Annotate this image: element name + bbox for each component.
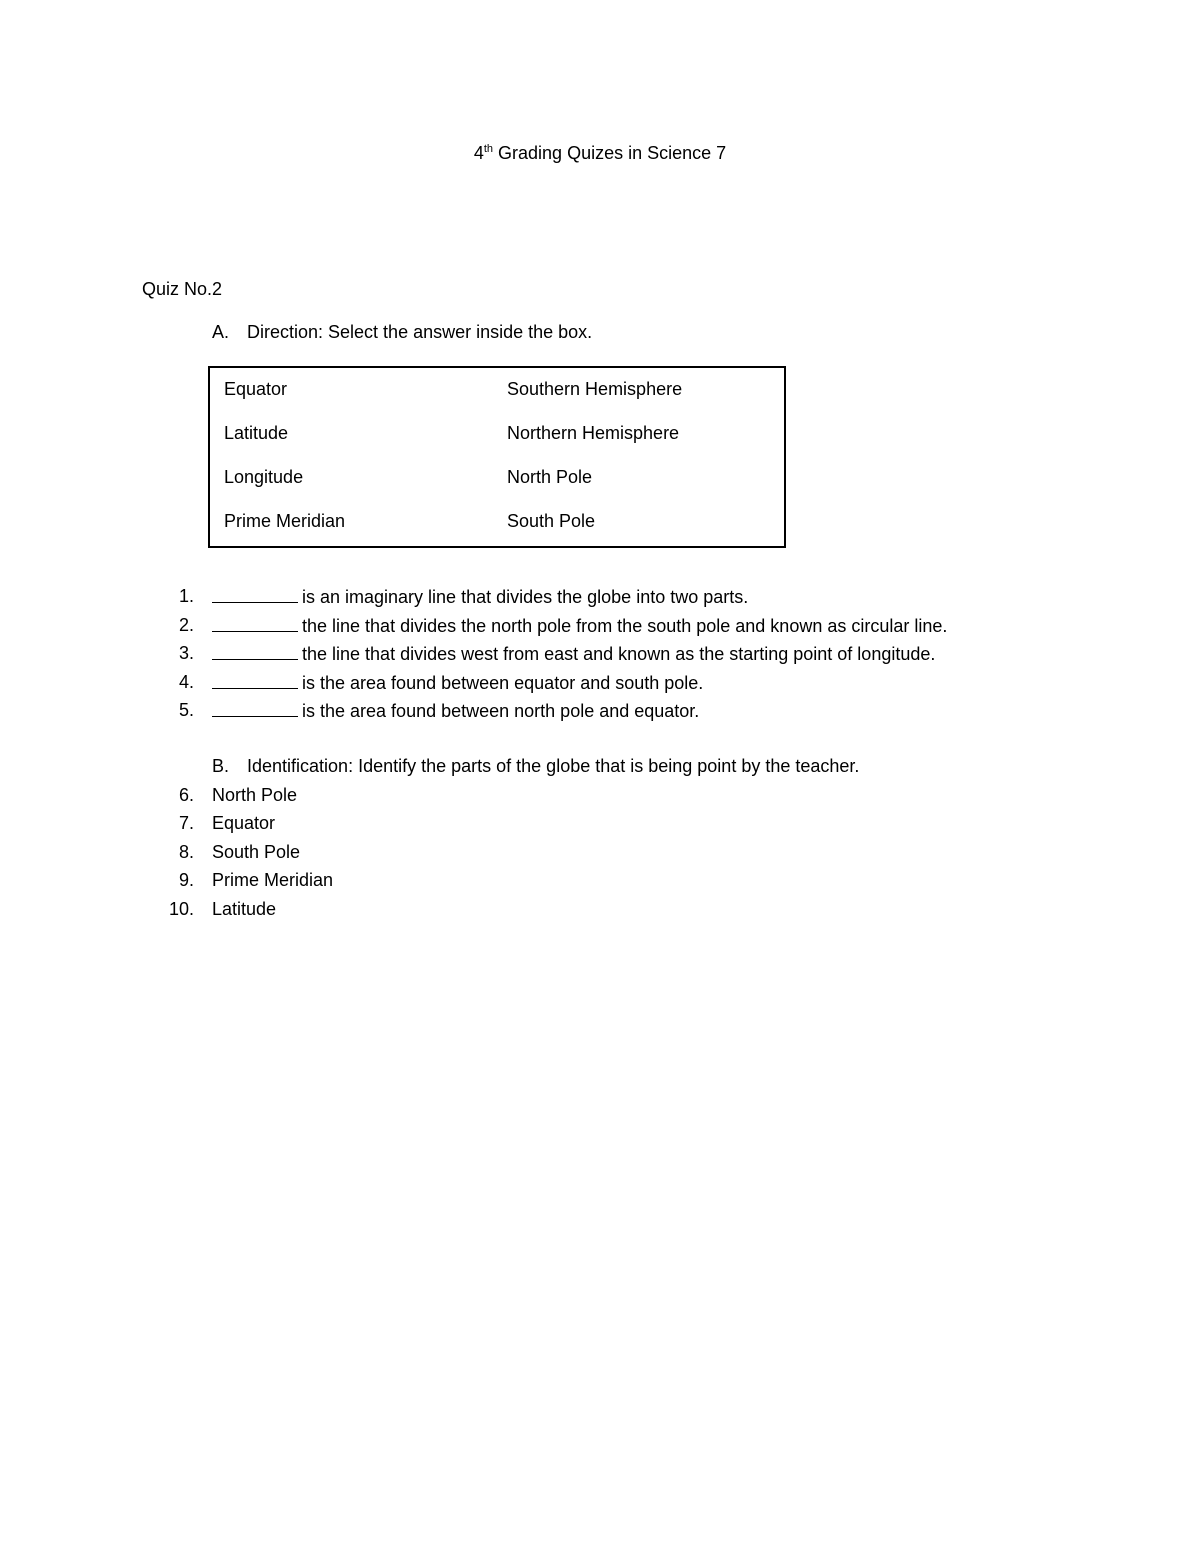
answer-blank bbox=[212, 700, 298, 717]
item-number: 8. bbox=[178, 842, 194, 862]
item-text: Prime Meridian bbox=[212, 870, 334, 890]
item-text: Latitude bbox=[212, 899, 277, 919]
answer-option: Equator bbox=[224, 379, 288, 399]
item-text: Equator bbox=[212, 813, 276, 833]
answer-blank bbox=[212, 672, 298, 689]
answer-box bbox=[208, 366, 786, 548]
answer-option: North Pole bbox=[507, 467, 593, 487]
title-prefix: 4 bbox=[473, 143, 484, 163]
question-text: is an imaginary line that divides the globe into two parts. bbox=[212, 586, 748, 608]
section-a-letter: A. bbox=[212, 322, 230, 342]
item-text: North Pole bbox=[212, 785, 298, 805]
answer-blank bbox=[212, 586, 298, 603]
question-text: is the area found between north pole and equator. bbox=[212, 700, 699, 722]
item-number: 7. bbox=[178, 813, 194, 833]
title-rest: Grading Quizes in Science 7 bbox=[493, 143, 727, 163]
section-b-heading bbox=[212, 756, 859, 777]
title-superscript: th bbox=[483, 143, 494, 155]
item-number: 6. bbox=[178, 785, 194, 805]
answer-option: Northern Hemisphere bbox=[507, 423, 680, 443]
answer-option: South Pole bbox=[507, 511, 596, 531]
answer-blank bbox=[212, 615, 298, 632]
question-text: the line that divides west from east and known as the starting point of longitude. bbox=[212, 643, 935, 665]
question-number: 1. bbox=[178, 586, 194, 606]
answer-option: Prime Meridian bbox=[224, 511, 346, 531]
section-b-letter: B. bbox=[212, 756, 230, 776]
question-text: is the area found between equator and south pole. bbox=[212, 672, 703, 694]
item-number: 9. bbox=[178, 870, 194, 890]
section-b-label: Identification: Identify the parts of the globe that is being point by the teacher. bbox=[247, 756, 860, 776]
question-number: 3. bbox=[178, 643, 194, 663]
question-number: 2. bbox=[178, 615, 194, 635]
item-text: South Pole bbox=[212, 842, 301, 862]
answer-option: Southern Hemisphere bbox=[507, 379, 683, 399]
item-number: 10. bbox=[168, 899, 194, 919]
question-number: 4. bbox=[178, 672, 194, 692]
section-a-heading bbox=[212, 322, 592, 343]
answer-blank bbox=[212, 643, 298, 660]
question-text: the line that divides the north pole from the south pole and known as circular line. bbox=[212, 615, 947, 637]
page-title bbox=[0, 143, 1200, 164]
answer-option: Latitude bbox=[224, 423, 289, 443]
question-number: 5. bbox=[178, 700, 194, 720]
quiz-number: Quiz No.2 bbox=[142, 279, 223, 299]
section-a-label: Direction: Select the answer inside the box. bbox=[247, 322, 593, 342]
answer-option: Longitude bbox=[224, 467, 304, 487]
